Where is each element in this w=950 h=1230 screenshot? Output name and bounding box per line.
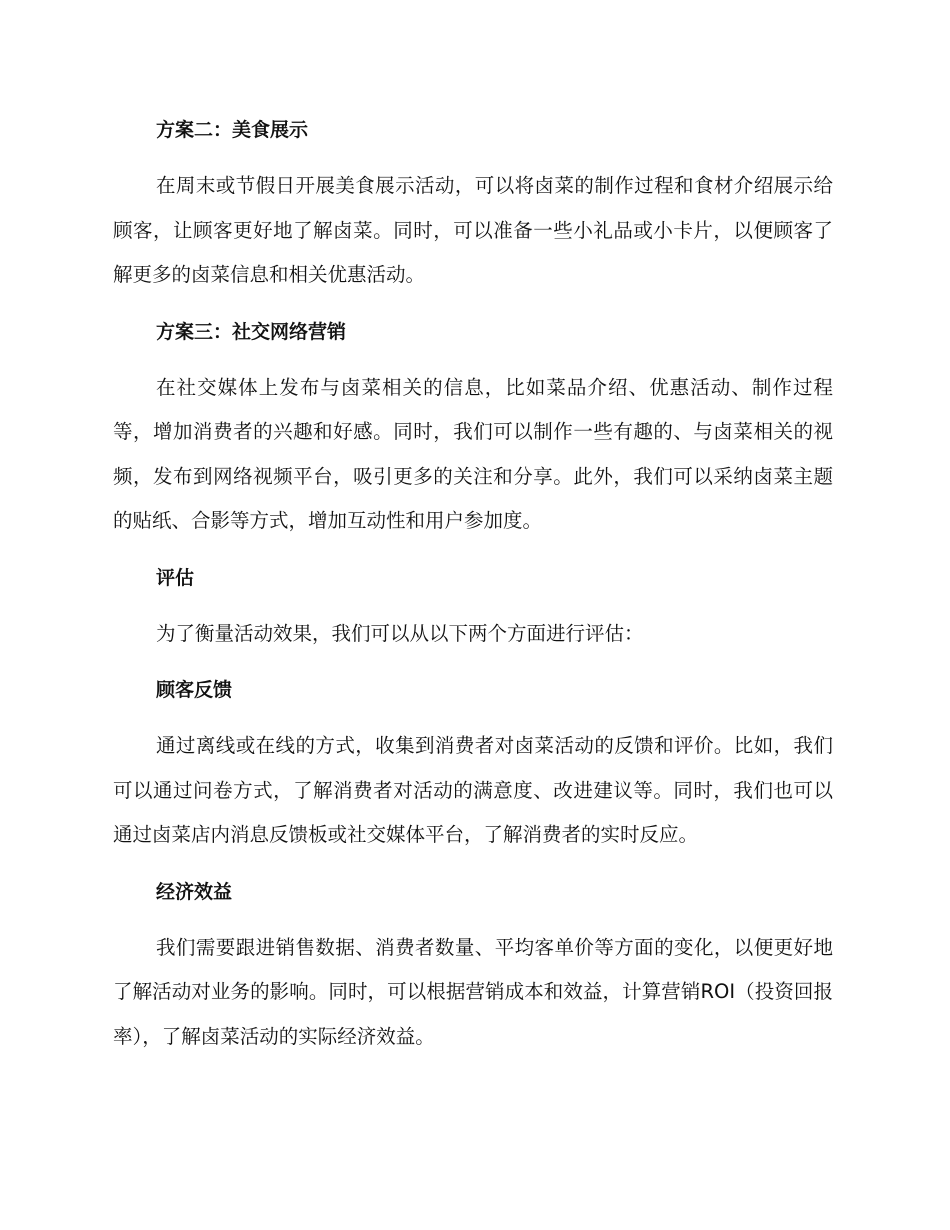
paragraph-evaluation-intro: 为了衡量活动效果，我们可以从以下两个方面进行评估： [156, 621, 644, 645]
section-heading-evaluation: 评估 [156, 566, 195, 589]
section-heading-customer-feedback: 顾客反馈 [156, 679, 233, 701]
paragraph-economic-benefit: 我们需要跟进销售数据、消费者数量、平均客单价等方面的变化，以便更好地了解活动对业务的影响。同时，可以根据营销成本和效益，计算营销ROI（投资回报率），了解卤菜活动的实际经济效益。 [113, 935, 833, 1048]
section-heading-plan-three: 方案三：社交网络营销 [156, 320, 347, 343]
paragraph-customer-feedback: 通过离线或在线的方式，收集到消费者对卤菜活动的反馈和评价。比如，我们可以通过问卷方式，了解消费者对活动的满意度、改进建议等。同时，我们也可以通过卤菜店内消息反馈板或社交媒体平台，了解消费者的实时反应。 [113, 734, 833, 846]
document-page [113, 108, 833, 1071]
paragraph-social-marketing: 在社交媒体上发布与卤菜相关的信息，比如菜品介绍、优惠活动、制作过程等，增加消费者的兴趣和好感。同时，我们可以制作一些有趣的、与卤菜相关的视频，发布到网络视频平台，吸引更多的关注和分享。此外，我们可以采纳卤菜主题的贴纸、合影等方式，增加互动性和用户参加度。 [113, 375, 833, 532]
paragraph-food-display: 在周末或节假日开展美食展示活动，可以将卤菜的制作过程和食材介绍展示给顾客，让顾客更好地了解卤菜。同时，可以准备一些小礼品或小卡片，以便顾客了解更多的卤菜信息和相关优惠活动。 [113, 174, 833, 286]
section-heading-plan-two: 方案二：美食展示 [156, 119, 309, 141]
section-heading-economic-benefit: 经济效益 [156, 880, 233, 903]
